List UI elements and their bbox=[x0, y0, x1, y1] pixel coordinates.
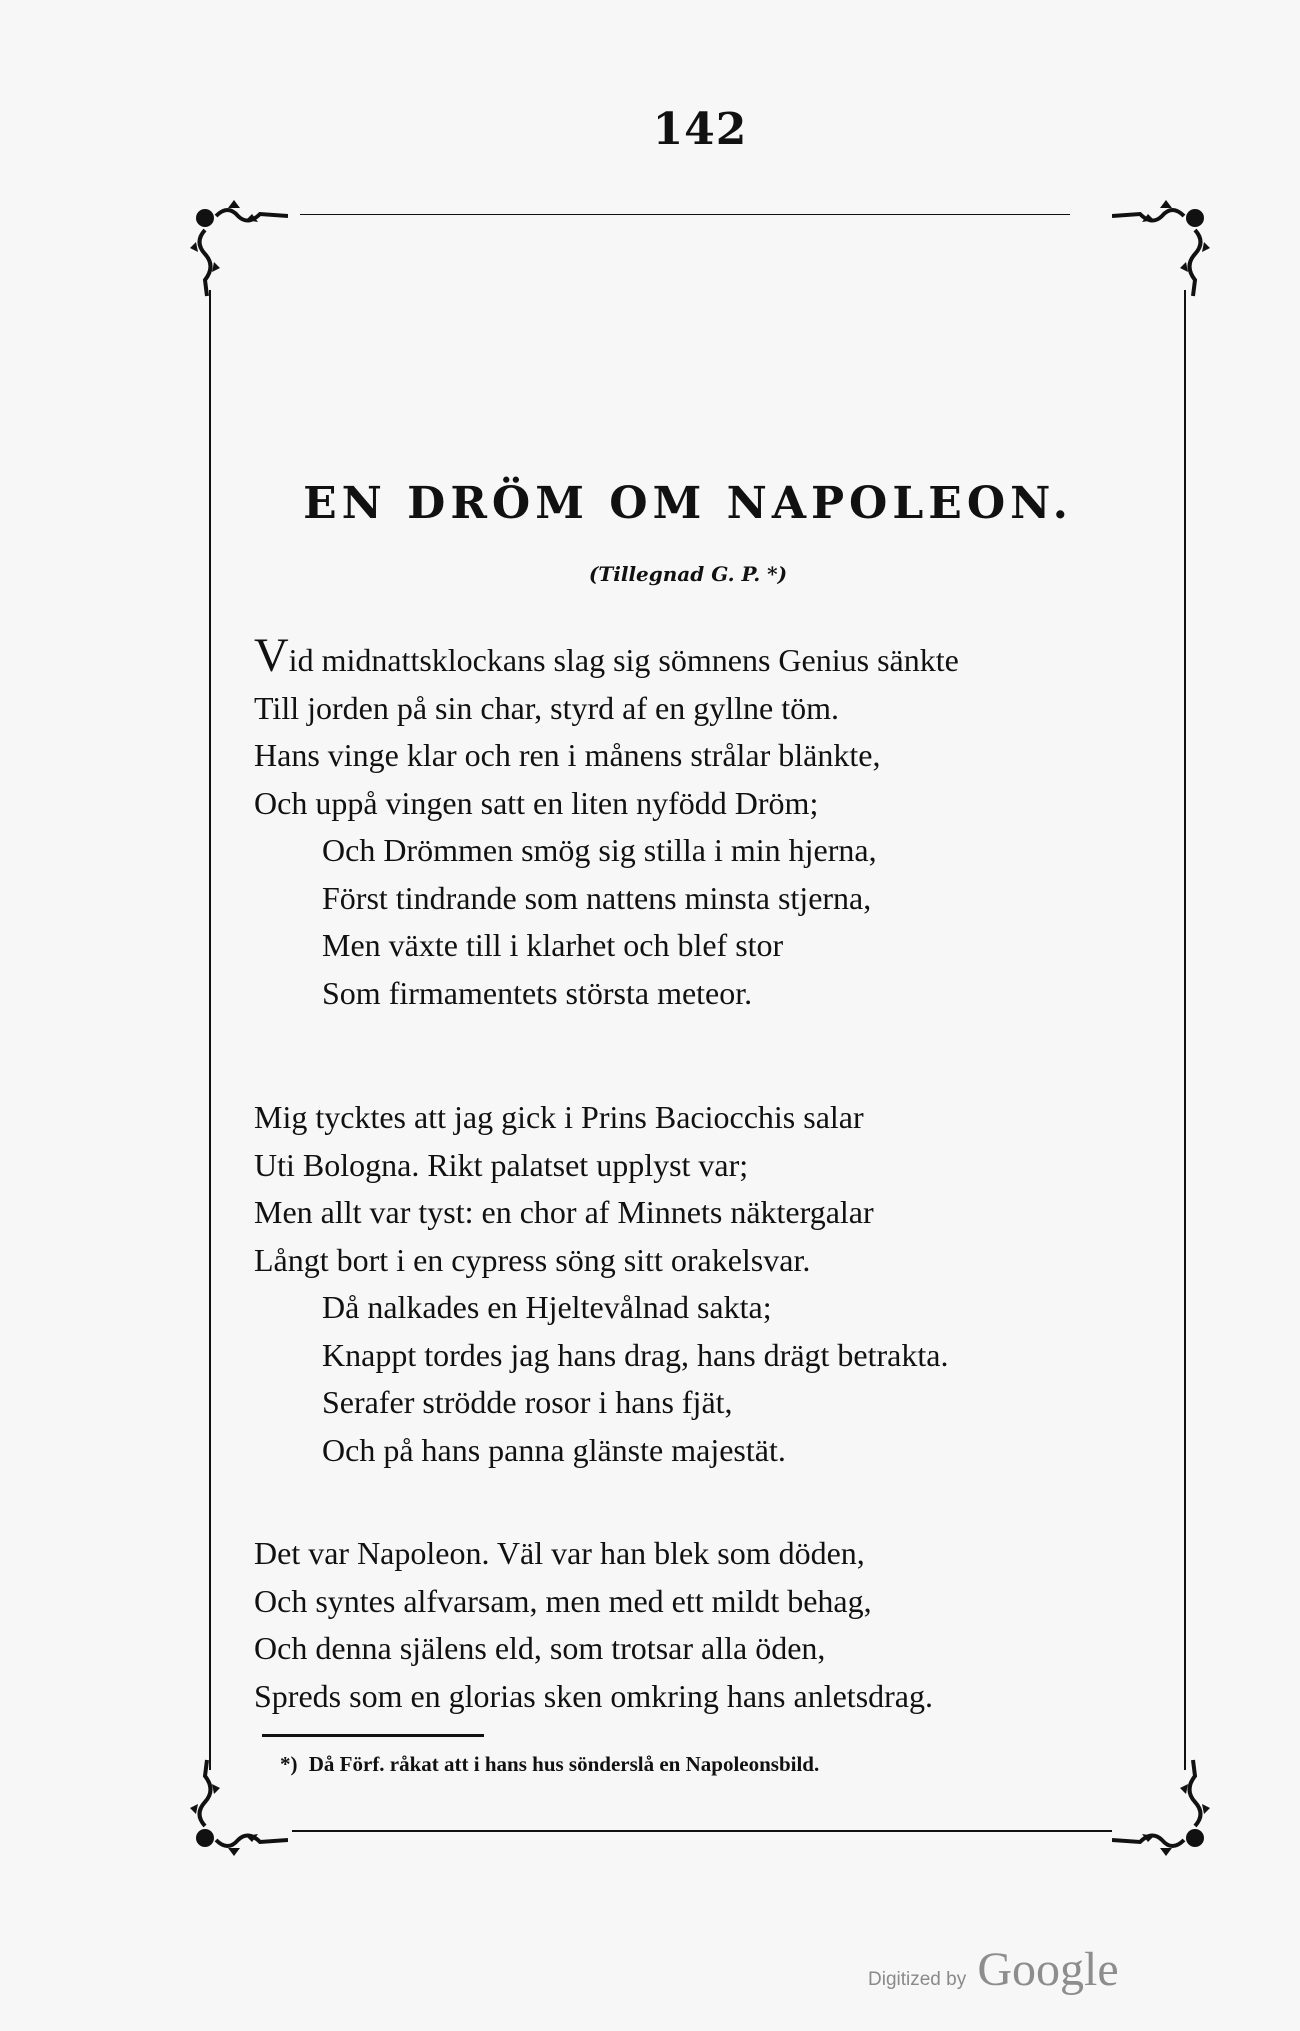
poem-line: Spreds som en glorias sken omkring hans anletsdrag. bbox=[254, 1677, 933, 1714]
frame-bottom-rule bbox=[292, 1830, 1112, 1832]
poem-line: Hans vinge klar och ren i månens strålar blänkte, bbox=[254, 737, 881, 773]
digitized-watermark bbox=[868, 1942, 1119, 1997]
poem-line: Men allt var tyst: en chor af Minnets näktergalar bbox=[254, 1194, 874, 1230]
drop-cap: V bbox=[254, 629, 289, 682]
watermark-prefix: Digitized by bbox=[868, 1969, 967, 1990]
poem-line: Mig tycktes att jag gick i Prins Baciocchis salar bbox=[254, 1099, 864, 1135]
poem-line: Långt bort i en cypress söng sitt orakelsvar. bbox=[254, 1241, 811, 1278]
ornament-top-left-icon bbox=[188, 196, 288, 306]
stanza-1 bbox=[254, 629, 1154, 1017]
google-logo: Google bbox=[977, 1943, 1119, 1996]
footnote bbox=[280, 1752, 819, 1777]
footnote-rule bbox=[262, 1734, 484, 1737]
frame-top-rule bbox=[300, 214, 1070, 215]
poem-line: Och på hans panna glänste majestät. bbox=[322, 1431, 786, 1468]
poem-line: Serafer strödde rosor i hans fjät, bbox=[322, 1384, 733, 1420]
poem-line: Först tindrande som nattens minsta stjerna, bbox=[322, 879, 872, 916]
poem-line: Och uppå vingen satt en liten nyfödd Dröm; bbox=[254, 784, 819, 821]
poem-line: Knappt tordes jag hans drag, hans drägt betrakta. bbox=[322, 1336, 949, 1373]
poem-line: Men växte till i klarhet och blef stor bbox=[322, 927, 784, 963]
footnote-text: Då Förf. råkat att i hans hus sönderslå en Napoleonsbild. bbox=[308, 1752, 820, 1776]
ornament-bottom-left-icon bbox=[188, 1750, 288, 1860]
stanza-3 bbox=[254, 1530, 1154, 1720]
poem-title: EN DRÖM OM NAPOLEON. bbox=[303, 478, 1073, 529]
poem-line: Det var Napoleon. Väl var han blek som döden, bbox=[254, 1535, 865, 1571]
poem-line: Uti Bologna. Rikt palatset upplyst var; bbox=[254, 1146, 749, 1183]
poem-dedication: (Tillegnad G. P. *) bbox=[588, 562, 788, 586]
poem-line: Som firmamentets största meteor. bbox=[322, 974, 753, 1011]
stanza-2 bbox=[254, 1094, 1154, 1474]
poem-line: Till jorden på sin char, styrd af en gyllne töm. bbox=[254, 689, 839, 726]
page-number: 142 bbox=[652, 104, 748, 155]
ornament-top-right-icon bbox=[1112, 196, 1212, 306]
poem-line: Då nalkades en Hjeltevålnad sakta; bbox=[322, 1289, 772, 1325]
poem-line: Vid midnattsklockans slag sig sömnens Genius sänkte bbox=[254, 629, 959, 682]
ornament-bottom-right-icon bbox=[1112, 1750, 1212, 1860]
poem-line: Och syntes alfvarsam, men med ett mildt behag, bbox=[254, 1582, 872, 1619]
poem-line: Och Drömmen smög sig stilla i min hjerna, bbox=[322, 832, 877, 868]
poem-line: Och denna själens eld, som trotsar alla öden, bbox=[254, 1630, 826, 1666]
footnote-mark: *) bbox=[280, 1752, 298, 1776]
